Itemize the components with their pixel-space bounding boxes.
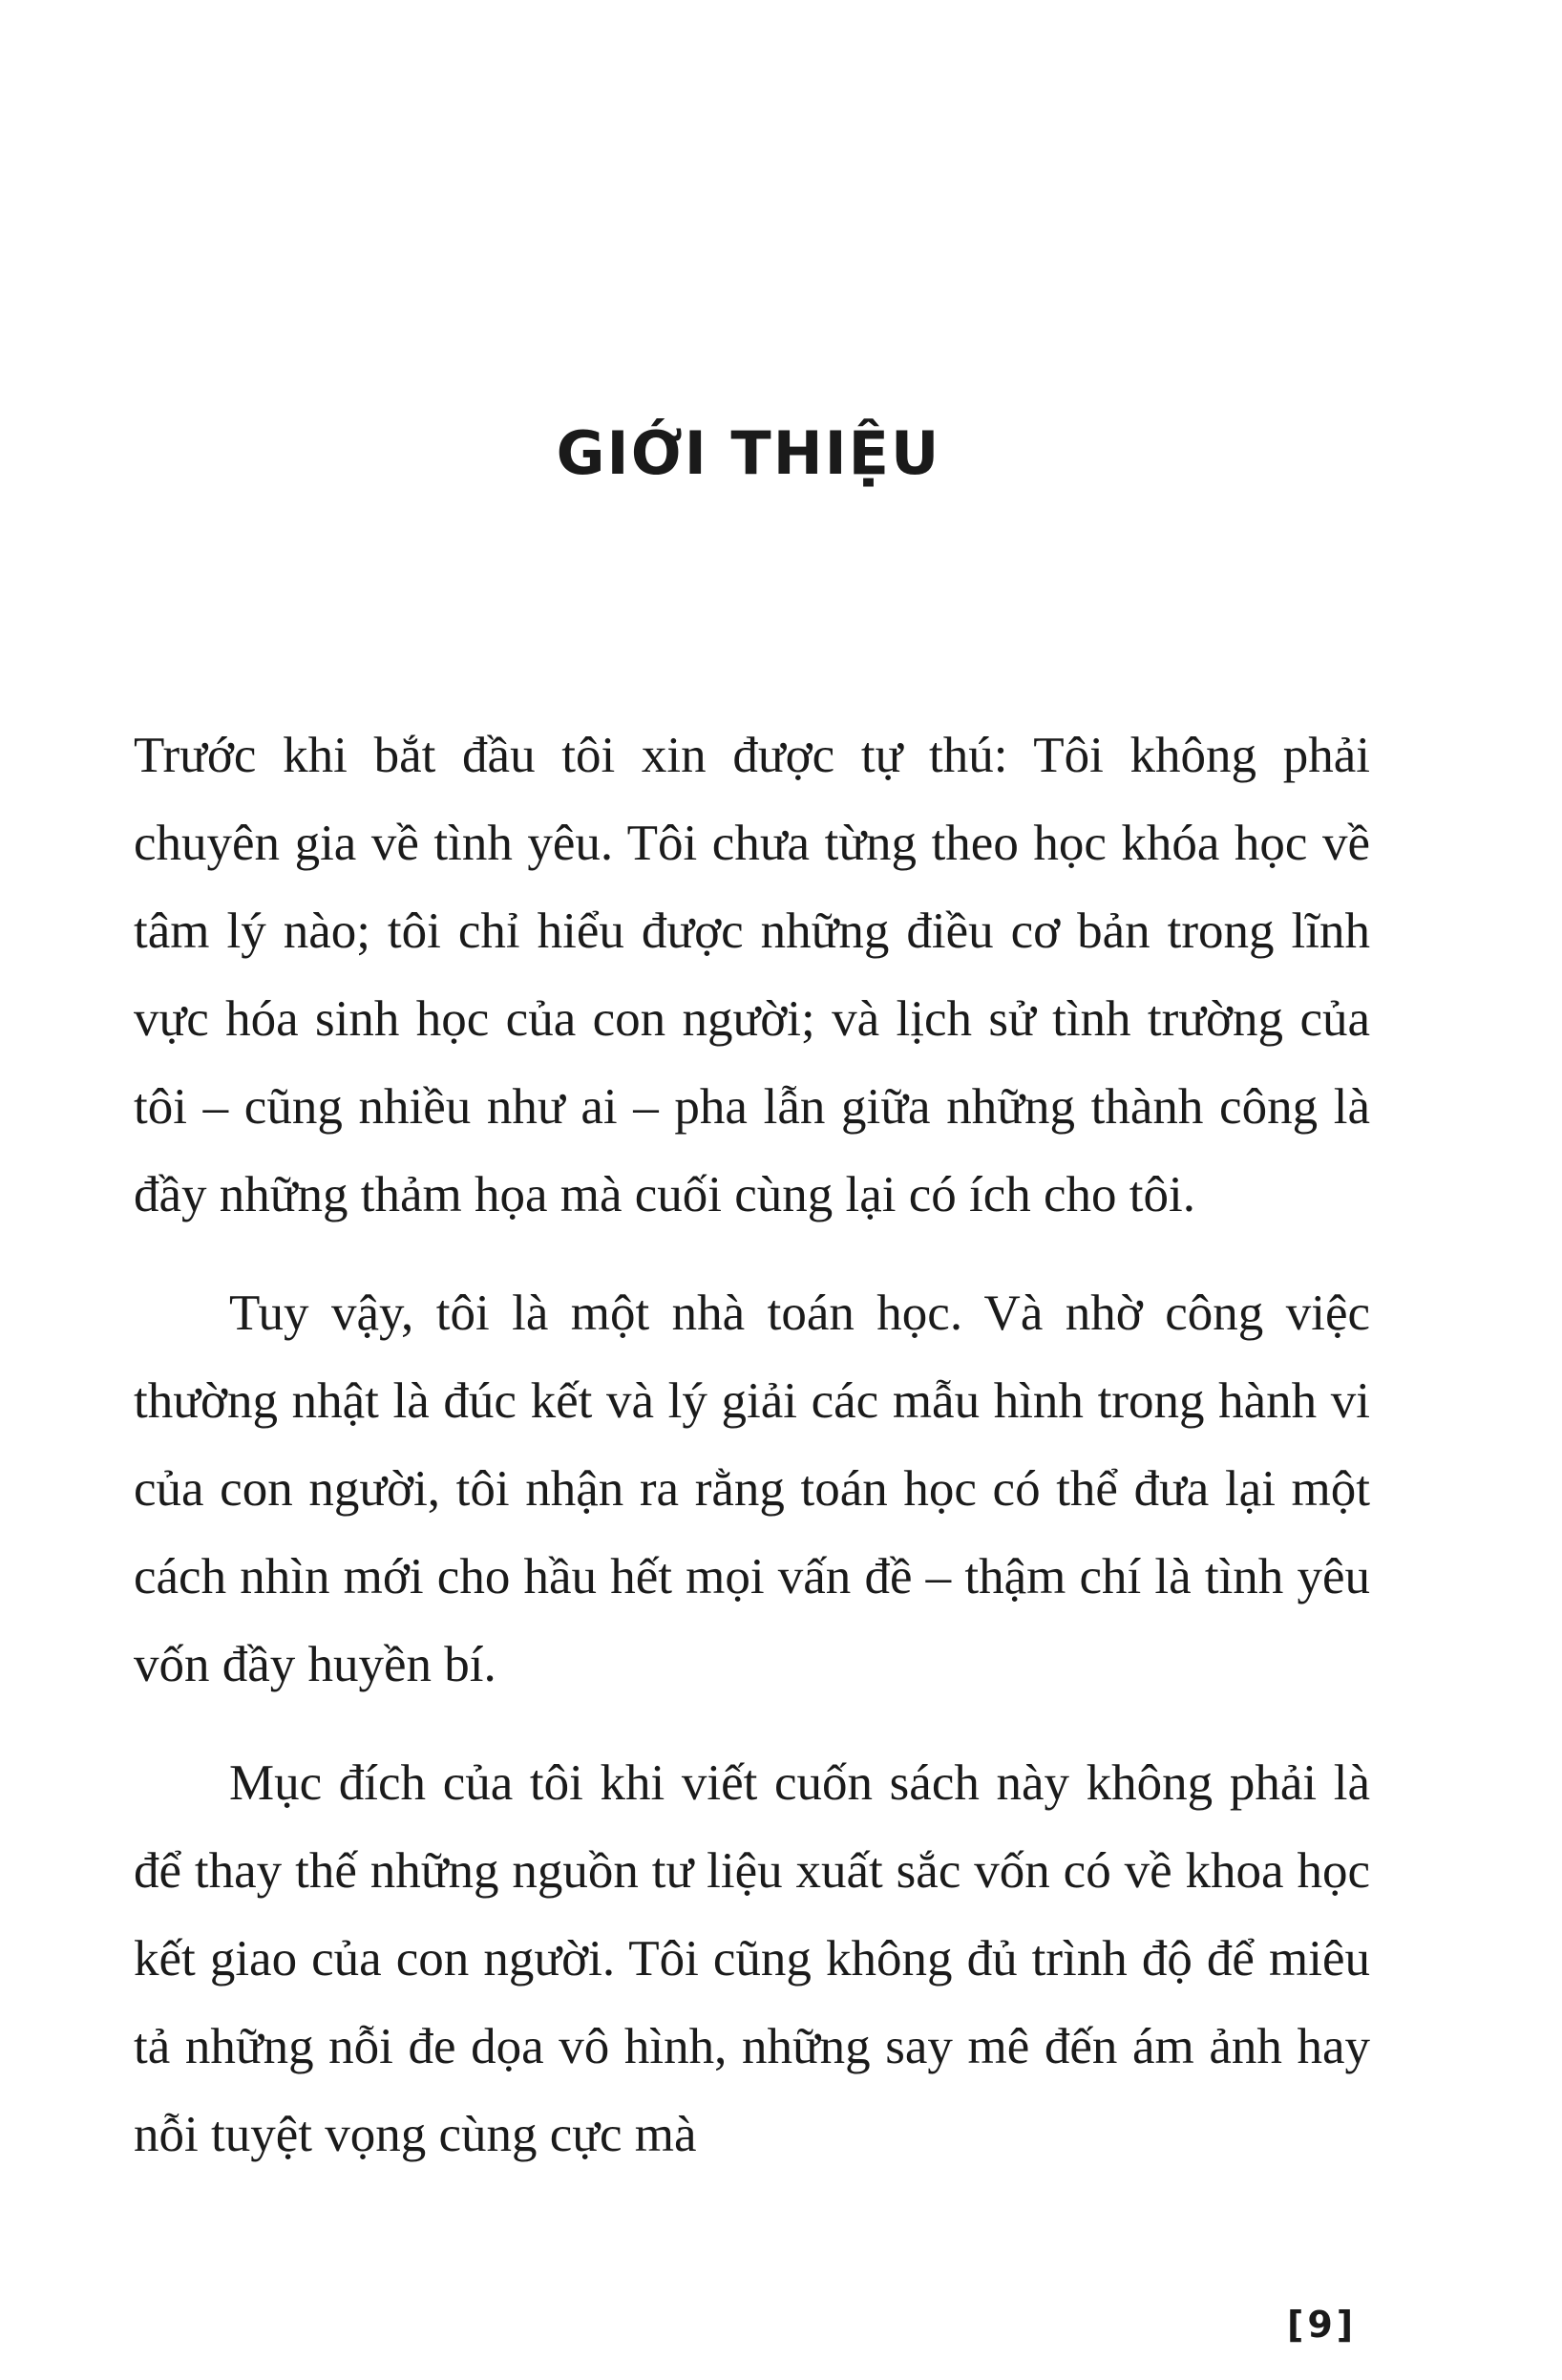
body-text (134, 712, 1370, 2209)
paragraph-3: Mục đích của tôi khi viết cuốn sách này không phải là để thay thế những nguồn tư liệu xuất sắc vốn có về khoa học kết giao của con người. Tôi cũng không đủ trình độ để miêu tả những nỗi đe dọa vô hình, những say mê đến ám ảnh hay nỗi tuyệt vọng cùng cực mà (134, 1755, 1370, 2162)
page-number: [9] (1287, 2304, 1358, 2346)
paragraph-1: Trước khi bắt đầu tôi xin được tự thú: Tôi không phải chuyên gia về tình yêu. Tôi chưa từng theo học khóa học về tâm lý nào; tôi chỉ hiểu được những điều cơ bản trong lĩnh vực hóa sinh học của con người; và lịch sử tình trường của tôi – cũng nhiều như ai – pha lẫn giữa những thành công là đầy những thảm họa mà cuối cùng lại có ích cho tôi. (134, 728, 1370, 1222)
paragraph-2: Tuy vậy, tôi là một nhà toán học. Và nhờ công việc thường nhật là đúc kết và lý giải các mẫu hình trong hành vi của con người, tôi nhận ra rằng toán học có thể đưa lại một cách nhìn mới cho hầu hết mọi vấn đề – thậm chí là tình yêu vốn đầy huyền bí. (134, 1286, 1370, 1692)
page-title: GIỚI THIỆU (556, 418, 941, 488)
